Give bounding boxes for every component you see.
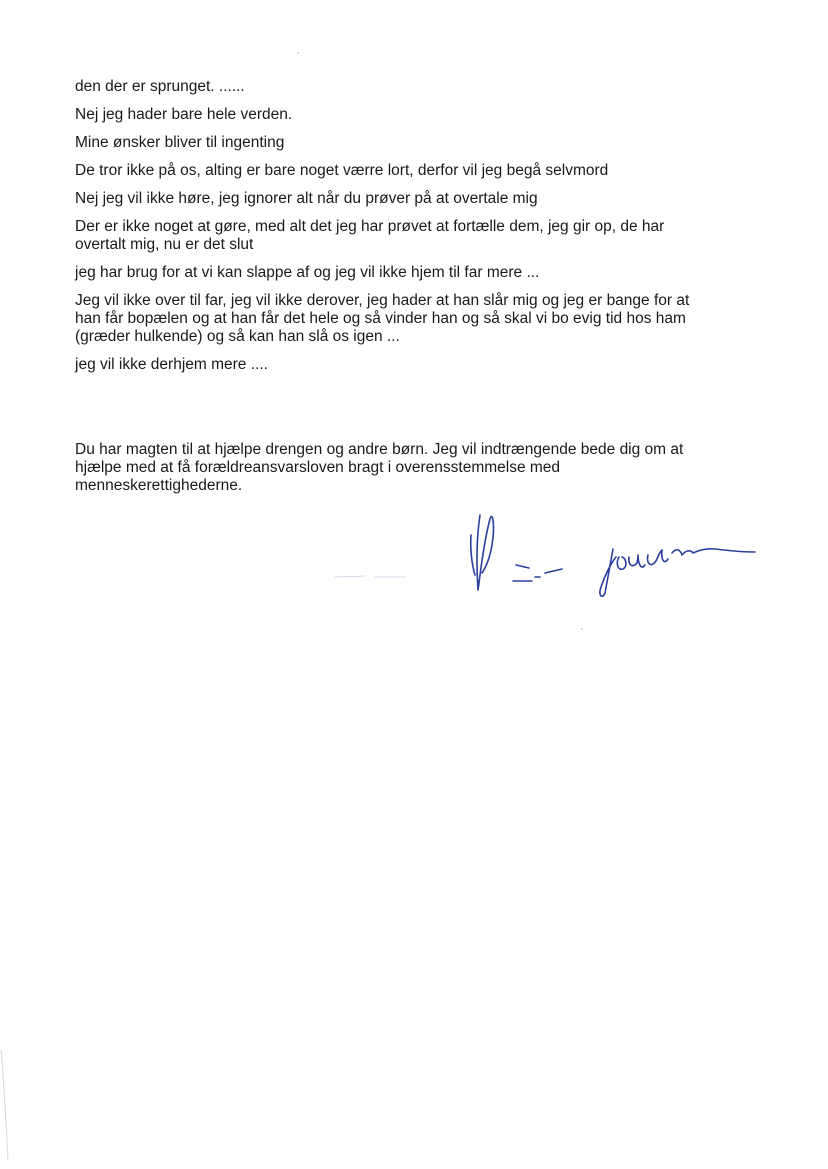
closing-paragraph: Du har magten til at hjælpe drengen og andre børn. Jeg vil indtrængende bede dig om at hjælpe med at få forældreansvarsloven bragt i overensstemmelse med menneskerettighederne. xyxy=(75,441,684,494)
closing-paragraph-block xyxy=(75,441,765,495)
paragraph: Nej jeg vil ikke høre, jeg ignorer alt når du prøver på at overtale mig xyxy=(75,190,538,207)
paragraph: De tror ikke på os, alting er bare noget værre lort, derfor vil jeg begå selvmord xyxy=(75,162,609,179)
scan-edge-mark xyxy=(0,1050,10,1160)
letter-body xyxy=(75,78,765,384)
scan-speck xyxy=(581,628,583,630)
paragraph: Mine ønsker bliver til ingenting xyxy=(75,134,285,151)
paragraph: Jeg vil ikke over til far, jeg vil ikke derover, jeg hader at han slår mig og jeg er bange for at han får bopælen og at han får det hele og så vinder han og så skal vi bo evig tid hos ham (græder hulkende) og så kan han slå os igen ... xyxy=(75,292,690,345)
paragraph: jeg vil ikke derhjem mere .... xyxy=(75,356,268,373)
paragraph: den der er sprunget. ...... xyxy=(75,78,245,95)
handwritten-signature xyxy=(330,505,770,605)
paragraph: Der er ikke noget at gøre, med alt det jeg har prøvet at fortælle dem, jeg gir op, de har overtalt mig, nu er det slut xyxy=(75,218,665,253)
paragraph: Nej jeg hader bare hele verden. xyxy=(75,106,293,123)
scan-speck xyxy=(297,52,299,54)
paragraph: jeg har brug for at vi kan slappe af og jeg vil ikke hjem til far mere ... xyxy=(75,264,540,281)
